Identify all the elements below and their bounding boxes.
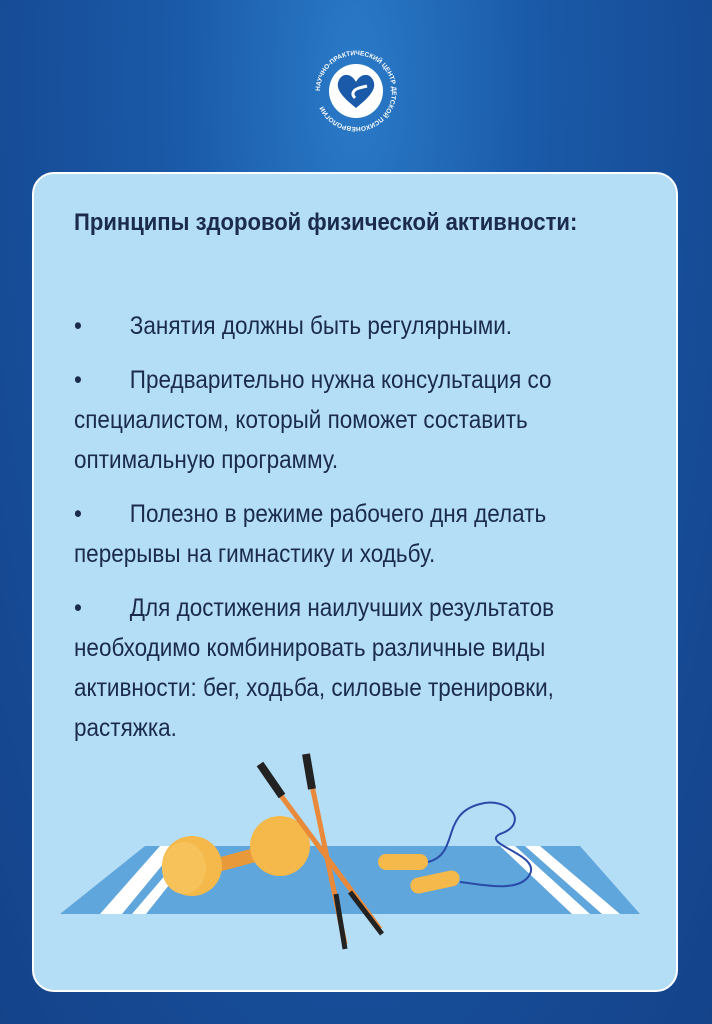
bullet: • <box>74 312 82 340</box>
item-text: Полезно в режиме рабочего дня делать перерывы на гимнастику и ходьбу. <box>74 500 547 568</box>
bullet: • <box>74 594 82 622</box>
info-card <box>32 172 678 992</box>
list-item <box>74 588 632 748</box>
list-item <box>74 360 632 480</box>
svg-text:НАУЧНО-ПРАКТИЧЕСКИЙ ЦЕНТР ДЕТС: НАУЧНО-ПРАКТИЧЕСКИЙ ЦЕНТР ДЕТСКОЙ ПСИХОНЕВРОЛОГИИ <box>314 49 398 133</box>
bullet: • <box>74 500 82 528</box>
item-text: Занятия должны быть регулярными. <box>129 312 513 340</box>
principles-list <box>74 306 632 762</box>
item-text: Предварительно нужна консультация со специалистом, который поможет составить оптимальную программу. <box>74 366 552 474</box>
list-item <box>74 306 632 346</box>
list-item <box>74 494 632 574</box>
fitness-illustration <box>60 734 650 984</box>
item-text: Для достижения наилучших результатов необходимо комбинировать различные виды активности: бег, ходьба, силовые тренировки, растяжка. <box>74 594 555 742</box>
card-title: Принципы здоровой физической активности: <box>74 209 578 236</box>
organization-logo <box>311 46 401 136</box>
bullet: • <box>74 366 82 394</box>
